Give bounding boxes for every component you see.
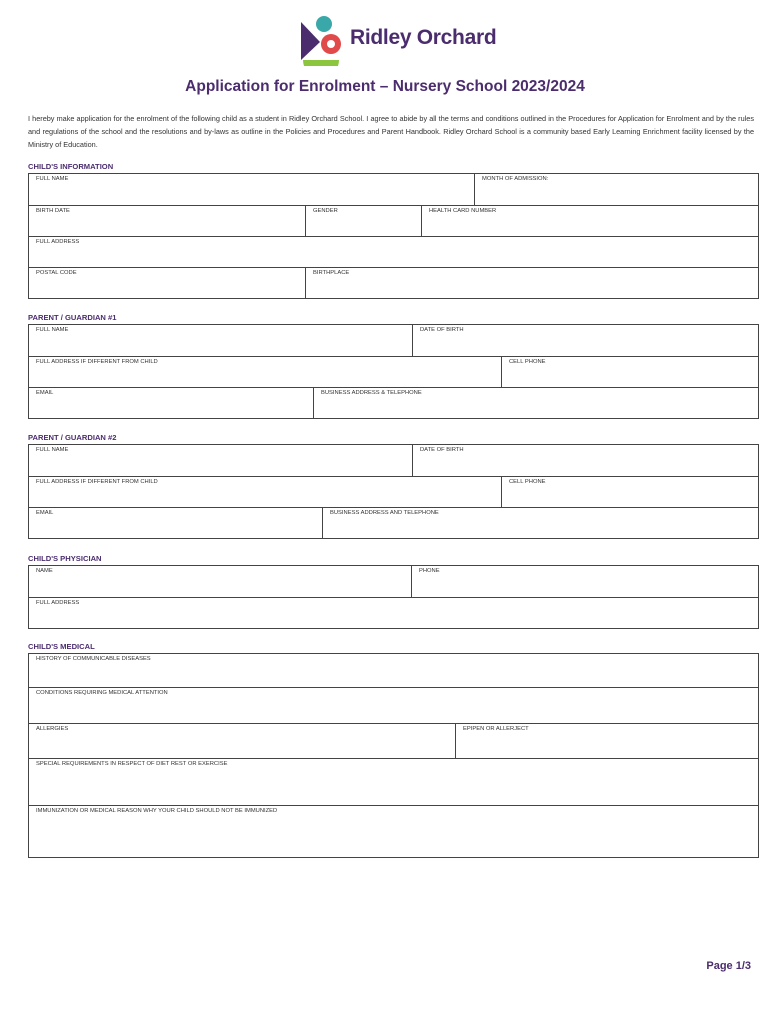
birthplace-field[interactable]: BIRTHPLACE [306, 268, 759, 298]
ridley-orchard-logo [298, 14, 498, 68]
section-title-physician: CHILD'S PHYSICIAN [28, 554, 102, 563]
conditions-field[interactable]: CONDITIONS REQUIRING MEDICAL ATTENTION [29, 688, 759, 723]
gender-field[interactable]: GENDER [306, 206, 422, 236]
guardian1-cell-field[interactable]: CELL PHONE [502, 357, 759, 387]
physician-name-field[interactable]: NAME [29, 566, 412, 597]
physician-grid [28, 565, 759, 629]
child-full-name-field[interactable]: FULL NAME [29, 174, 475, 205]
section-title-child-info: CHILD'S INFORMATION [28, 162, 114, 171]
allergies-field[interactable]: ALLERGIES [29, 724, 456, 758]
guardian1-address-field[interactable]: FULL ADDRESS IF DIFFERENT FROM CHILD [29, 357, 502, 387]
page-title: Application for Enrolment – Nursery School 2023/2024 [185, 78, 585, 95]
guardian1-dob-field[interactable]: DATE OF BIRTH [413, 325, 759, 356]
special-requirements-field[interactable]: SPECIAL REQUIREMENTS IN RESPECT OF DIET REST OR EXERCISE [29, 759, 759, 805]
brand-name: Ridley Orchard [350, 26, 497, 49]
month-admission-field[interactable]: MONTH OF ADMISSION: [475, 174, 759, 205]
guardian2-cell-field[interactable]: CELL PHONE [502, 477, 759, 507]
guardian2-email-field[interactable]: EMAIL [29, 508, 323, 538]
section-title-guardian-1: PARENT / GUARDIAN #1 [28, 313, 117, 322]
guardian1-business-field[interactable]: BUSINESS ADDRESS & TELEPHONE [314, 388, 759, 418]
postal-code-field[interactable]: POSTAL CODE [29, 268, 306, 298]
guardian2-name-field[interactable]: FULL NAME [29, 445, 413, 476]
guardian2-address-field[interactable]: FULL ADDRESS IF DIFFERENT FROM CHILD [29, 477, 502, 507]
guardian1-email-field[interactable]: EMAIL [29, 388, 314, 418]
guardian-2-grid [28, 444, 759, 539]
guardian2-dob-field[interactable]: DATE OF BIRTH [413, 445, 759, 476]
guardian1-name-field[interactable]: FULL NAME [29, 325, 413, 356]
guardian-1-grid [28, 324, 759, 419]
child-address-field[interactable]: FULL ADDRESS [29, 237, 759, 267]
section-title-medical: CHILD'S MEDICAL [28, 642, 95, 651]
medical-grid [28, 653, 759, 858]
guardian2-business-field[interactable]: BUSINESS ADDRESS AND TELEPHONE [323, 508, 759, 538]
logo-mark-icon [298, 14, 346, 66]
epipen-field[interactable]: EPIPEN OR ALLERJECT [456, 724, 759, 758]
page-number: Page 1/3 [706, 960, 751, 972]
diseases-field[interactable]: HISTORY OF COMMUNICABLE DISEASES [29, 654, 759, 687]
birth-date-field[interactable]: BIRTH DATE [29, 206, 306, 236]
physician-address-field[interactable]: FULL ADDRESS [29, 598, 759, 628]
physician-phone-field[interactable]: PHONE [412, 566, 759, 597]
child-info-grid [28, 173, 759, 299]
health-card-field[interactable]: HEALTH CARD NUMBER [422, 206, 759, 236]
intro-paragraph: I hereby make application for the enrolment of the following child as a student in Ridley Orchard School. I agree to abide by all the terms and conditions outlined in the Procedures for Application for Enrolment and by the rules and regulations of the school and the resolutions and by-laws as outline in the Policies and Procedures and Parent Handbook. Ridley Orchard School is a community based Early Learning Enrichment facility licensed by the Ministry of Education. [28, 114, 754, 149]
immunization-field[interactable]: IMMUNIZATION OR MEDICAL REASON WHY YOUR CHILD SHOULD NOT BE IMMUNIZED [29, 806, 759, 857]
section-title-guardian-2: PARENT / GUARDIAN #2 [28, 433, 117, 442]
